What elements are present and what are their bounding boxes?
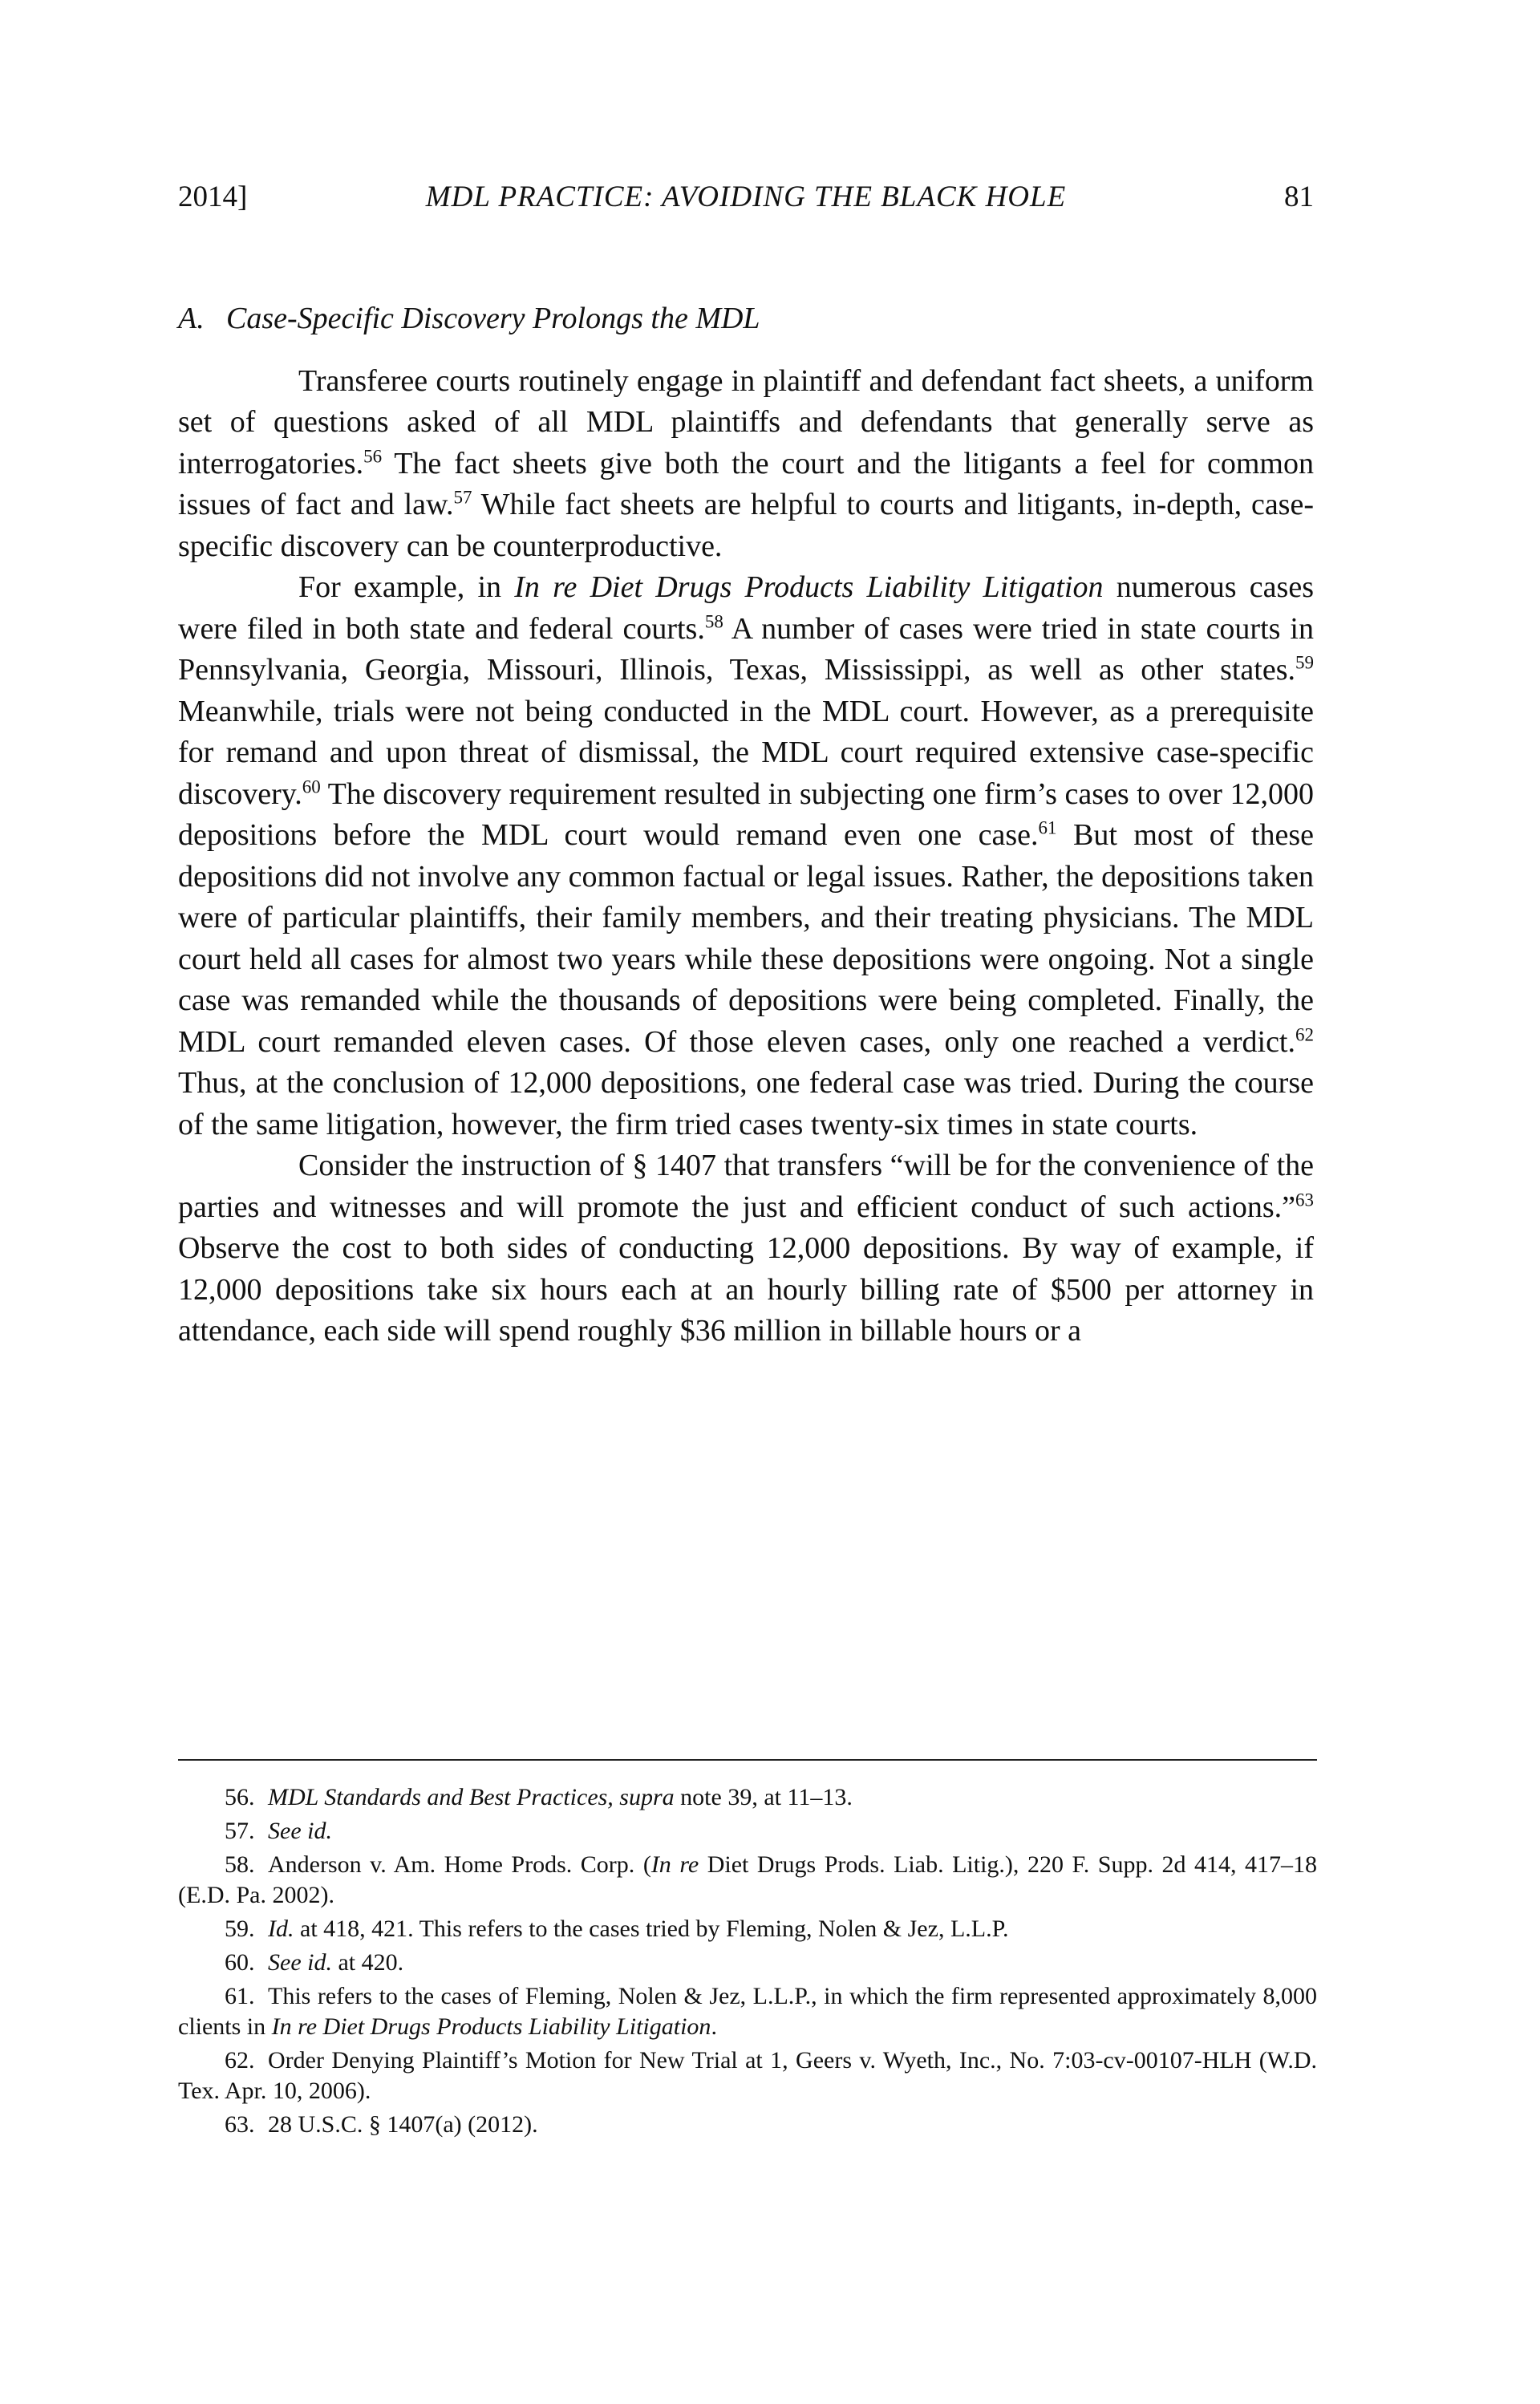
footnote-57: [178, 1816, 1317, 1847]
footnote-italic: MDL Standards and Best Practices, supra: [268, 1784, 675, 1810]
footnote-number: 57.: [225, 1818, 255, 1844]
p2-text-e: The discovery requirement resulted in subjecting one firm’s cases to over 12,000 depositions before the MDL court would remand even one case.: [178, 776, 1314, 852]
footnote-text: Order Denying Plaintiff’s Motion for New Trial at 1, Geers v. Wyeth, Inc., No. 7:03-cv-00107-HLH (W.D. Tex. Apr. 10, 2006).: [178, 2047, 1317, 2104]
footnote-58: [178, 1850, 1317, 1911]
footnote-ref-57[interactable]: 57: [453, 487, 472, 508]
footnotes: [178, 1782, 1317, 2143]
footnote-number: 62.: [225, 2047, 255, 2074]
footnote-56: [178, 1782, 1317, 1813]
p2-text-c: A number of cases were tried in state courts in Pennsylvania, Georgia, Missouri, Illinois, Texas, Mississippi, as well as other states.: [178, 611, 1314, 687]
footnote-text: Anderson v. Am. Home Prods. Corp. (: [268, 1851, 651, 1878]
footnote-text: Diet Drugs Prods. Liab. Litig.), 220 F. Supp. 2d 414, 417–18 (E.D. Pa. 2002).: [178, 1851, 1317, 1908]
footnote-italic: See id.: [268, 1949, 332, 1976]
p1-text-a: Transferee courts routinely engage in plaintiff and defendant fact sheets, a uniform set of questions asked of all MDL plaintiffs and defendants that generally serve as interrogatories.: [178, 363, 1314, 480]
footnote-63: [178, 2110, 1317, 2140]
footnote-text: at 418, 421. This refers to the cases tried by Fleming, Nolen & Jez, L.L.P.: [294, 1915, 1009, 1942]
footnote-text: .: [711, 2013, 717, 2040]
section-letter: A.: [178, 302, 205, 335]
footnote-number: 60.: [225, 1949, 255, 1976]
section-title: Case-Specific Discovery Prolongs the MDL: [226, 302, 760, 335]
p2-text-a: For example, in: [298, 570, 515, 604]
footnote-ref-58[interactable]: 58: [704, 610, 723, 631]
footnote-italic: In re Diet Drugs Products Liability Litigation: [271, 2013, 711, 2040]
p1-text-b: The fact sheets give both the court and the litigants a feel for common issues of fact and law.: [178, 446, 1314, 521]
footnote-text: note 39, at 11–13.: [674, 1784, 853, 1810]
p1-text-c: While fact sheets are helpful to courts and litigants, in-depth, case-specific discovery can be counterproductive.: [178, 488, 1314, 563]
paragraph-3: [178, 1145, 1314, 1352]
footnote-61: [178, 1981, 1317, 2042]
running-head: [178, 180, 1314, 228]
footnote-divider: [178, 1759, 1317, 1761]
footnote-number: 56.: [225, 1784, 255, 1810]
running-head-year: 2014]: [178, 180, 248, 213]
footnote-italic: Id.: [268, 1915, 294, 1942]
footnote-ref-63[interactable]: 63: [1295, 1189, 1314, 1210]
footnote-ref-59[interactable]: 59: [1295, 652, 1314, 673]
p3-text-b: Observe the cost to both sides of conducting 12,000 depositions. By way of example, if 12,000 depositions take six hours each at an hourly billing rate of $500 per attorney in attendance, each side will spend roughly $36 million in billable hours or a: [178, 1231, 1314, 1348]
footnote-text: at 420.: [331, 1949, 404, 1976]
section-heading: [178, 298, 1314, 340]
footnote-italic: In re: [650, 1851, 699, 1878]
footnote-text: 28 U.S.C. § 1407(a) (2012).: [268, 2111, 538, 2138]
body-text: [178, 298, 1314, 1352]
p2-text-d: Meanwhile, trials were not being conducted in the MDL court. However, as a prerequisite for remand and upon threat of dismissal, the MDL court required extensive case-specific discovery.: [178, 694, 1314, 811]
footnote-number: 58.: [225, 1851, 255, 1878]
footnote-ref-60[interactable]: 60: [302, 776, 321, 797]
p3-text-a: Consider the instruction of § 1407 that transfers “will be for the convenience of the parties and witnesses and will promote the just and efficient conduct of such actions.”: [178, 1149, 1314, 1224]
page-number: 81: [1284, 180, 1314, 213]
p2-text-g: Thus, at the conclusion of 12,000 depositions, one federal case was tried. During the course of the same litigation, however, the firm tried cases twenty-six times in state courts.: [178, 1066, 1314, 1141]
footnote-number: 59.: [225, 1915, 255, 1942]
footnote-62: [178, 2045, 1317, 2106]
p2-text-b: numerous cases were filed in both state and federal courts.: [178, 570, 1314, 646]
paragraph-2: [178, 567, 1314, 1145]
footnote-ref-61[interactable]: 61: [1038, 817, 1057, 838]
p2-text-f: But most of these depositions did not involve any common factual or legal issues. Rather, the depositions taken were of particular plaintiffs, their family members, and their treating physicians. The MDL court held all cases for almost two years while these depositions were ongoing. Not a single case was remanded while the thousands of depositions were being completed. Finally, the MDL court remanded eleven cases. Of those eleven cases, only one reached a verdict.: [178, 818, 1315, 1059]
footnote-60: [178, 1948, 1317, 1978]
footnote-59: [178, 1914, 1317, 1944]
footnote-ref-56[interactable]: 56: [363, 445, 383, 466]
running-head-title: MDL PRACTICE: AVOIDING THE BLACK HOLE: [425, 180, 1067, 213]
footnote-number: 63.: [225, 2111, 255, 2138]
footnote-italic: See id.: [268, 1818, 332, 1844]
p2-case-name: In re Diet Drugs Products Liability Litigation: [514, 570, 1104, 604]
paragraph-1: [178, 361, 1314, 568]
footnote-ref-62[interactable]: 62: [1295, 1024, 1314, 1044]
footnote-text: This refers to the cases of Fleming, Nolen & Jez, L.L.P., in which the firm represented approximately 8,000 clients in: [178, 1983, 1317, 2040]
footnote-number: 61.: [225, 1983, 255, 2009]
